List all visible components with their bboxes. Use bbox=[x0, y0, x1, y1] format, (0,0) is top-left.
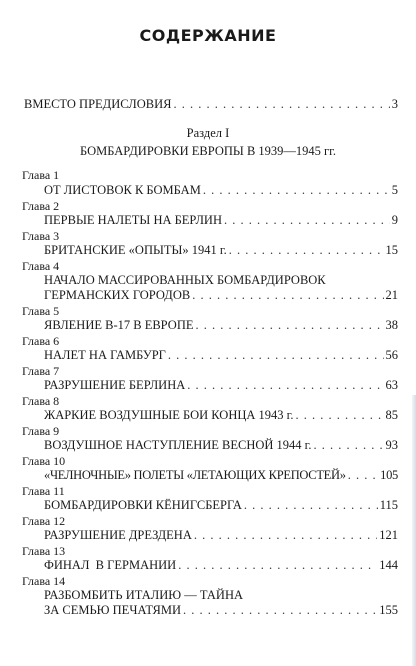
toc-entry-title: ФИНАЛ В ГЕРМАНИИ bbox=[44, 558, 177, 572]
section-title: БОМБАРДИРОВКИ ЕВРОПЫ В 1939—1945 гг. bbox=[79, 144, 336, 158]
chapter-label: Глава 1 bbox=[22, 168, 60, 182]
leader-dots bbox=[244, 498, 378, 513]
toc-entry-chapter-3 bbox=[44, 243, 398, 258]
toc-entry-page: 93 bbox=[385, 438, 398, 452]
toc-entry-title: ЗА СЕМЬЮ ПЕЧАТЯМИ bbox=[44, 603, 182, 617]
toc-entry-page: 5 bbox=[391, 183, 398, 197]
toc-entry-chapter-8 bbox=[44, 408, 398, 423]
leader-dots bbox=[314, 438, 384, 453]
chapter-label: Глава 2 bbox=[22, 199, 60, 213]
toc-entry-chapter-4 bbox=[44, 288, 398, 303]
toc-entry-title: «ЧЕЛНОЧНЫЕ» ПОЛЕТЫ «ЛЕТАЮЩИХ КРЕПОСТЕЙ» bbox=[44, 468, 346, 482]
leader-dots bbox=[168, 348, 384, 363]
chapter-label: Глава 12 bbox=[22, 514, 66, 528]
toc-entry-page: 105 bbox=[380, 468, 398, 482]
chapter-label: Глава 13 bbox=[22, 544, 66, 558]
toc-entry-chapter-2 bbox=[44, 213, 398, 228]
toc-entry-title-line1: РАЗБОМБИТЬ ИТАЛИЮ — ТАЙНА bbox=[44, 588, 243, 602]
chapter-label: Глава 5 bbox=[22, 304, 60, 318]
toc-entry-page: 38 bbox=[385, 318, 398, 332]
leader-dots bbox=[192, 288, 383, 303]
toc-entry-chapter-7 bbox=[44, 378, 398, 393]
leader-dots bbox=[229, 243, 384, 258]
section-label: Раздел I bbox=[186, 126, 230, 140]
leader-dots bbox=[203, 183, 390, 198]
leader-dots bbox=[296, 408, 384, 423]
toc-entry-title: РАЗРУШЕНИЕ БЕРЛИНА bbox=[44, 378, 186, 392]
toc-entry-page: 155 bbox=[379, 603, 398, 617]
page-edge-shadow bbox=[412, 395, 416, 666]
page-title: СОДЕРЖАНИЕ bbox=[139, 26, 277, 45]
toc-entry-title: ОТ ЛИСТОВОК К БОМБАМ bbox=[44, 183, 201, 197]
toc-entry-page: 144 bbox=[379, 558, 398, 572]
toc-entry-page: 3 bbox=[391, 97, 398, 111]
chapter-label: Глава 10 bbox=[22, 454, 66, 468]
toc-entry-title-line1: НАЧАЛО МАССИРОВАННЫХ БОМБАРДИРОВОК bbox=[44, 273, 326, 287]
toc-entry-title: БОМБАРДИРОВКИ КЁНИГСБЕРГА bbox=[44, 498, 242, 512]
toc-entry-title: ВМЕСТО ПРЕДИСЛОВИЯ bbox=[24, 97, 172, 111]
toc-entry-title: ЯВЛЕНИЕ B-17 В ЕВРОПЕ bbox=[44, 318, 194, 332]
toc-entry-page: 9 bbox=[391, 213, 398, 227]
leader-dots bbox=[183, 603, 377, 618]
chapter-label: Глава 11 bbox=[22, 484, 65, 498]
leader-dots bbox=[173, 97, 389, 112]
toc-entry-chapter-14 bbox=[44, 603, 398, 618]
toc-entry-title: ПЕРВЫЕ НАЛЕТЫ НА БЕРЛИН bbox=[44, 213, 222, 227]
chapter-label: Глава 14 bbox=[22, 574, 66, 588]
chapter-label: Глава 6 bbox=[22, 334, 60, 348]
toc-entry-title: РАЗРУШЕНИЕ ДРЕЗДЕНА bbox=[44, 528, 192, 542]
toc-entry-page: 56 bbox=[385, 348, 398, 362]
chapter-label: Глава 8 bbox=[22, 394, 60, 408]
chapter-label: Глава 4 bbox=[22, 259, 60, 273]
chapter-label: Глава 7 bbox=[22, 364, 60, 378]
toc-entry-title: ГЕРМАНСКИХ ГОРОДОВ bbox=[44, 288, 191, 302]
toc-entry-page: 115 bbox=[379, 498, 398, 512]
toc-entry-chapter-11 bbox=[44, 498, 398, 513]
toc-entry-title: БРИТАНСКИЕ «ОПЫТЫ» 1941 г. bbox=[44, 243, 227, 257]
toc-entry-preface bbox=[24, 97, 398, 112]
chapter-label: Глава 3 bbox=[22, 229, 60, 243]
toc-entry-chapter-12 bbox=[44, 528, 398, 543]
leader-dots bbox=[187, 378, 383, 393]
toc-entry-chapter-13 bbox=[44, 558, 398, 573]
toc-entry-chapter-5 bbox=[44, 318, 398, 333]
toc-entry-chapter-10 bbox=[44, 468, 398, 483]
leader-dots bbox=[224, 213, 390, 228]
toc-entry-page: 121 bbox=[379, 528, 398, 542]
leader-dots bbox=[194, 528, 377, 543]
toc-entry-chapter-9 bbox=[44, 438, 398, 453]
leader-dots bbox=[348, 468, 378, 483]
toc-entry-page: 63 bbox=[385, 378, 398, 392]
toc-entry-title: ЖАРКИЕ ВОЗДУШНЫЕ БОИ КОНЦА 1943 г. bbox=[44, 408, 294, 422]
leader-dots bbox=[195, 318, 383, 333]
toc-entry-title: НАЛЕТ НА ГАМБУРГ bbox=[44, 348, 166, 362]
toc-entry-page: 85 bbox=[385, 408, 398, 422]
toc-entry-page: 21 bbox=[385, 288, 398, 302]
chapter-label: Глава 9 bbox=[22, 424, 60, 438]
toc-entry-page: 15 bbox=[385, 243, 398, 257]
leader-dots bbox=[178, 558, 377, 573]
toc-entry-chapter-6 bbox=[44, 348, 398, 363]
toc-entry-title: ВОЗДУШНОЕ НАСТУПЛЕНИЕ ВЕСНОЙ 1944 г. bbox=[44, 438, 312, 452]
toc-entry-chapter-1 bbox=[44, 183, 398, 198]
